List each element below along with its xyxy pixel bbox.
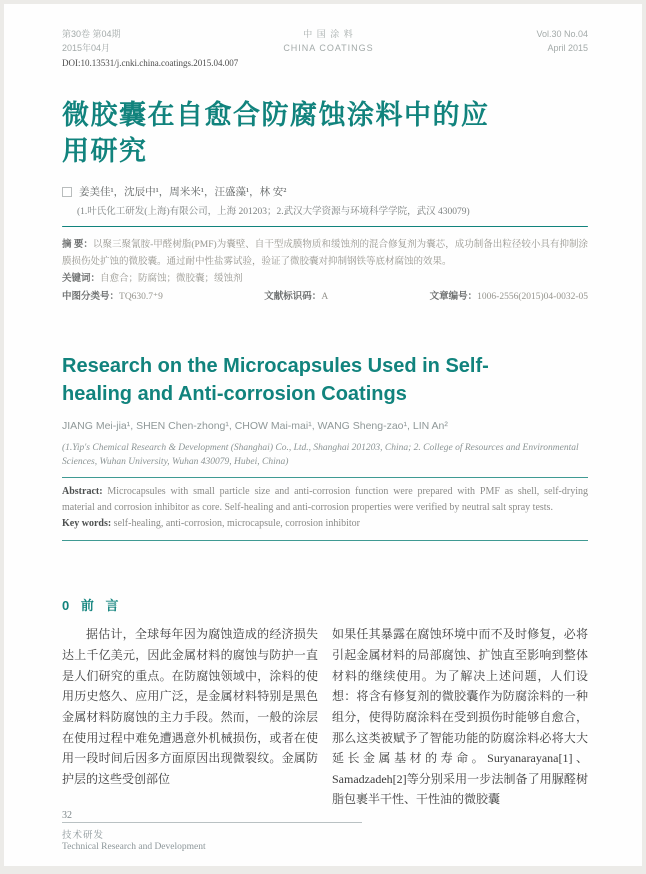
doc-code-label: 文献标识码： [264, 292, 322, 303]
page-footer [62, 810, 588, 852]
abstract-en-text: Microcapsules with small particle size and anti-corrosion function were prepared with PMF as shell, self-drying material and corrosion inhibitor as core. Self-healing and anti-corrosion properties were verified by neutral salt spray tests. [62, 486, 588, 514]
body-column-left [62, 624, 318, 810]
clc-item [62, 289, 163, 306]
affiliation-cn: (1.叶氏化工研发(上海)有限公司，上海 201203；2.武汉大学资源与环境科学学院，武汉 430079) [77, 207, 470, 218]
body-columns [62, 624, 588, 810]
header-volume-cn: 第30卷 第04期 [62, 29, 121, 39]
keywords-en-text: self-healing, anti-corrosion, microcapsule, corrosion inhibitor [111, 518, 360, 530]
abstract-en-label: Abstract: [62, 486, 103, 498]
journal-header [62, 28, 588, 55]
keywords-en-paragraph [62, 516, 588, 532]
clc-label: 中图分类号： [62, 292, 120, 303]
abstract-cn-label: 摘 要： [62, 240, 93, 251]
body-paragraph-left: 据估计，全球每年因为腐蚀造成的经济损失达上千亿美元，因此金属材料的腐蚀与防护一直是人们研究的重点。在防腐蚀领域中，涂料的使用历史悠久、应用广泛，是金属材料特别是黑色金属材料防腐蚀的主力手段。然而，一般的涂层在使用过程中难免遭遇意外机械损伤，或者在使用一段时间后因多方面原因出现微裂纹。金属防护层的这些受创部位 [62, 627, 318, 786]
article-id-value: 1006-2556(2015)04-0032-05 [477, 292, 588, 303]
clc-value: TQ630.7⁺9 [119, 292, 163, 303]
header-date-en: April 2015 [547, 42, 588, 53]
header-volume-en: Vol.30 No.04 [536, 29, 588, 39]
journal-page [4, 4, 642, 866]
header-journal-block [283, 28, 373, 55]
body-column-right [332, 624, 588, 810]
article-id-label: 文章编号： [429, 292, 478, 303]
abstract-divider-rule [62, 226, 588, 227]
journal-name-cn: 中 国 涂 料 [303, 29, 354, 39]
footer-rule [62, 822, 362, 823]
abstract-cn-block [62, 237, 588, 306]
header-issue-block [62, 28, 121, 55]
doc-code-item [264, 289, 328, 306]
abstract-cn-text: 以聚三聚氰胺-甲醛树脂(PMF)为囊壁、自干型成膜物质和缓蚀剂的混合修复剂为囊芯，成功制备出粒径较小具有抑制涂膜损伤处扩蚀的微胶囊。通过耐中性盐雾试验，验证了微胶囊对抑制钢铁等底材腐蚀的效果。 [62, 240, 588, 267]
keywords-cn-text: 自愈合；防腐蚀；微胶囊；缓蚀剂 [100, 273, 243, 284]
header-volume-block [536, 28, 588, 55]
keywords-cn-paragraph [62, 271, 588, 288]
keywords-cn-label: 关键词： [62, 273, 101, 284]
authors-en: JIANG Mei-jia¹, SHEN Chen-zhong¹, CHOW Mai-mai¹, WANG Sheng-zao¹, LIN An² [62, 419, 448, 432]
whitespace-spacer [62, 541, 588, 595]
footer-column-cn: 技术研发 [62, 831, 105, 841]
author-marker-icon [62, 187, 72, 197]
body-paragraph-right: 如果任其暴露在腐蚀环境中而不及时修复，必将引起金属材料的局部腐蚀、扩蚀直至影响到整体材料的继续使用。为了解决上述问题，人们设想：将含有修复剂的微胶囊作为防腐涂料的一种组分，使得防腐涂料在受到损伤时能够自愈合，那么这类被赋予了智能功能的防腐涂料必将大大延长金属基材的寿命。Suryanarayana[1]、Samadzadeh[2]等分别采用一步法制备了用脲醛树脂包裹半干性、干性油的微胶囊 [332, 627, 588, 807]
footer-column-en: Technical Research and Development [62, 842, 206, 852]
article-title-en: Research on the Microcapsules Used in Self-healing and Anti-corrosion Coatings [62, 354, 489, 405]
article-title-cn: 微胶囊在自愈合防腐蚀涂料中的应用研究 [62, 100, 490, 166]
classification-row [62, 289, 588, 306]
abstract-en-block [62, 477, 588, 541]
journal-name-en: CHINA COATINGS [283, 42, 374, 53]
doi-line: DOI:10.13531/j.cnki.china.coatings.2015.04.007 [62, 58, 239, 68]
affiliation-en: (1.Yip's Chemical Research & Development (Shanghai) Co., Ltd., Shanghai 201203, China; 2. College of Resources and Environmental Sciences, Wuhan University, Wuhan 430079, Hubei, China) [62, 442, 579, 468]
abstract-cn-paragraph [62, 237, 588, 270]
authors-cn: 姜美佳¹，沈辰中¹，周米米¹，汪盛藻¹，林 安² [79, 187, 287, 199]
header-date-cn: 2015年04月 [62, 42, 111, 53]
keywords-en-label: Key words: [62, 518, 112, 530]
authors-row-cn [62, 184, 588, 199]
doc-code-value: A [321, 292, 329, 303]
page-number: 32 [62, 810, 72, 821]
article-id-item [430, 289, 588, 306]
section-title-intro: 0 前 言 [62, 598, 123, 614]
abstract-en-paragraph [62, 484, 588, 516]
